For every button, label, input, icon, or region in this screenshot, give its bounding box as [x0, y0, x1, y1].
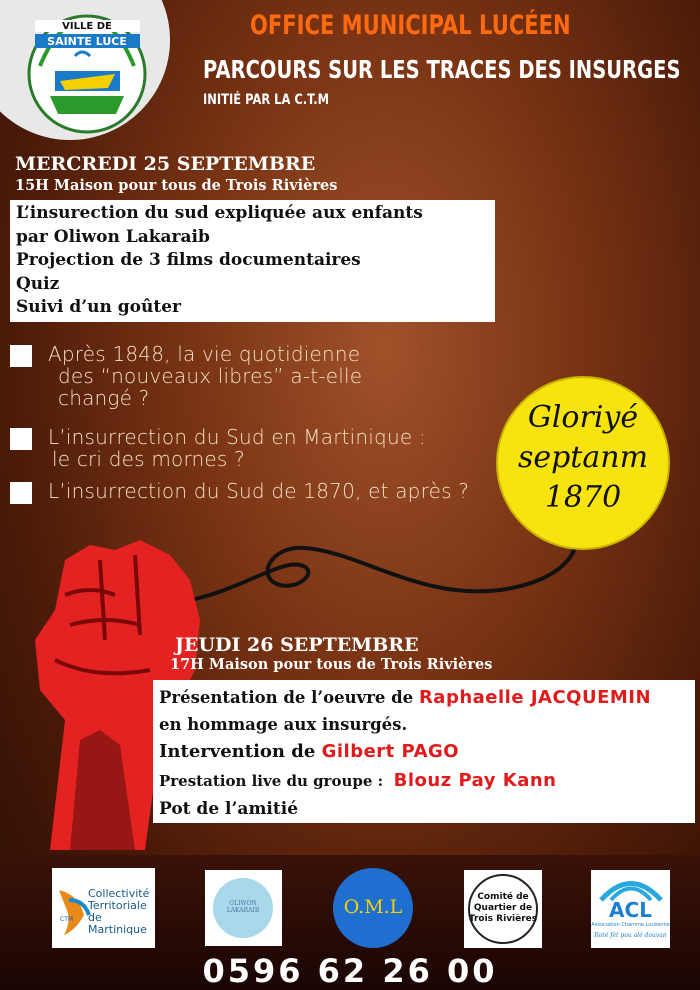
event1-line: L’insurection du sud expliquée aux enfants [16, 203, 423, 223]
event1-line: Quiz [16, 273, 60, 294]
badge-line: 1870 [544, 480, 622, 515]
event2-text: Pot de l’amitié [159, 799, 299, 819]
oml-text: O.M.L [343, 896, 403, 918]
header-subtitle: PARCOURS SUR LES TRACES DES INSURGES [203, 55, 681, 84]
question-text: changé ? [58, 386, 150, 410]
event1-line: par Oliwon Lakaraib [16, 226, 210, 247]
ctm-abbr: CTM [60, 916, 74, 923]
event2-time-place: 17H Maison pour tous de Trois Rivières [170, 656, 493, 673]
question-text: L’insurrection du Sud en Martinique : [48, 425, 426, 449]
badge-line: Gloriyé [527, 400, 639, 435]
acl-subtext: Association Chamme Lucéenne [591, 922, 670, 928]
oml-logo [333, 868, 413, 948]
artist-name: Raphaelle JACQUEMIN [418, 687, 652, 708]
acl-text: ACL [609, 898, 652, 922]
acl-slogan: Roté fèt pou alé douvan [594, 932, 667, 939]
event2-text: Prestation live du groupe : [159, 772, 384, 790]
sainte-luce-logo [20, 6, 155, 136]
event2-text: Intervention de [159, 741, 322, 762]
checkbox-icon [10, 482, 32, 504]
ctm-text: de Martinique [88, 911, 147, 936]
ctm-text: Collectivité [88, 887, 150, 900]
event1-date: MERCREDI 25 SEPTEMBRE [15, 153, 316, 175]
comite-text: Comité de [477, 892, 529, 902]
event1-line: Suivi d’un goûter [16, 297, 182, 317]
question-text: L’insurrection du Sud de 1870, et après ? [48, 479, 470, 503]
question-item [10, 343, 362, 409]
header-title: OFFICE MUNICIPAL LUCÉEN [250, 10, 571, 41]
gloriye-badge [498, 378, 668, 548]
event2-text: Présentation de l’oeuvre de [159, 688, 419, 707]
event1-time-place: 15H Maison pour tous de Trois Rivières [15, 177, 338, 194]
checkbox-icon [10, 345, 32, 367]
phone-number: 0596 62 26 00 [202, 952, 498, 990]
event2-date: JEUDI 26 SEPTEMBRE [175, 634, 419, 656]
event1-line: Projection de 3 films documentaires [16, 250, 361, 270]
logo-text-top: VILLE DE [62, 21, 112, 32]
question-text: le cri des mornes ? [52, 447, 245, 471]
badge-line: septanm [517, 440, 649, 475]
event2-text: en hommage aux insurgés. [159, 715, 408, 734]
event1-box [10, 200, 495, 322]
ctm-text: Territoriale [88, 899, 147, 912]
ctm-logo [52, 868, 155, 948]
question-text: Après 1848, la vie quotidienne [48, 342, 361, 366]
oliwon-logo [205, 870, 282, 946]
question-item [10, 480, 469, 504]
comite-text: Quartier de [473, 903, 533, 913]
question-text: des “nouveaux libres” a-t-elle [58, 364, 363, 388]
comite-text: Trois Rivières [468, 914, 538, 924]
checkbox-icon [10, 428, 32, 450]
speaker-name: Gilbert PAGO [321, 741, 460, 762]
acl-logo [591, 870, 670, 948]
logo-text-main: SAINTE LUCE [47, 35, 127, 48]
oliwon-text: OLIWON LAKARAIB [226, 900, 260, 914]
question-item [10, 426, 426, 470]
header-initiated: INITIÉ PAR LA C.T.M [203, 92, 330, 108]
comite-logo [464, 870, 542, 948]
band-name: Blouz Pay Kann [393, 770, 557, 791]
event2-box [153, 680, 695, 823]
